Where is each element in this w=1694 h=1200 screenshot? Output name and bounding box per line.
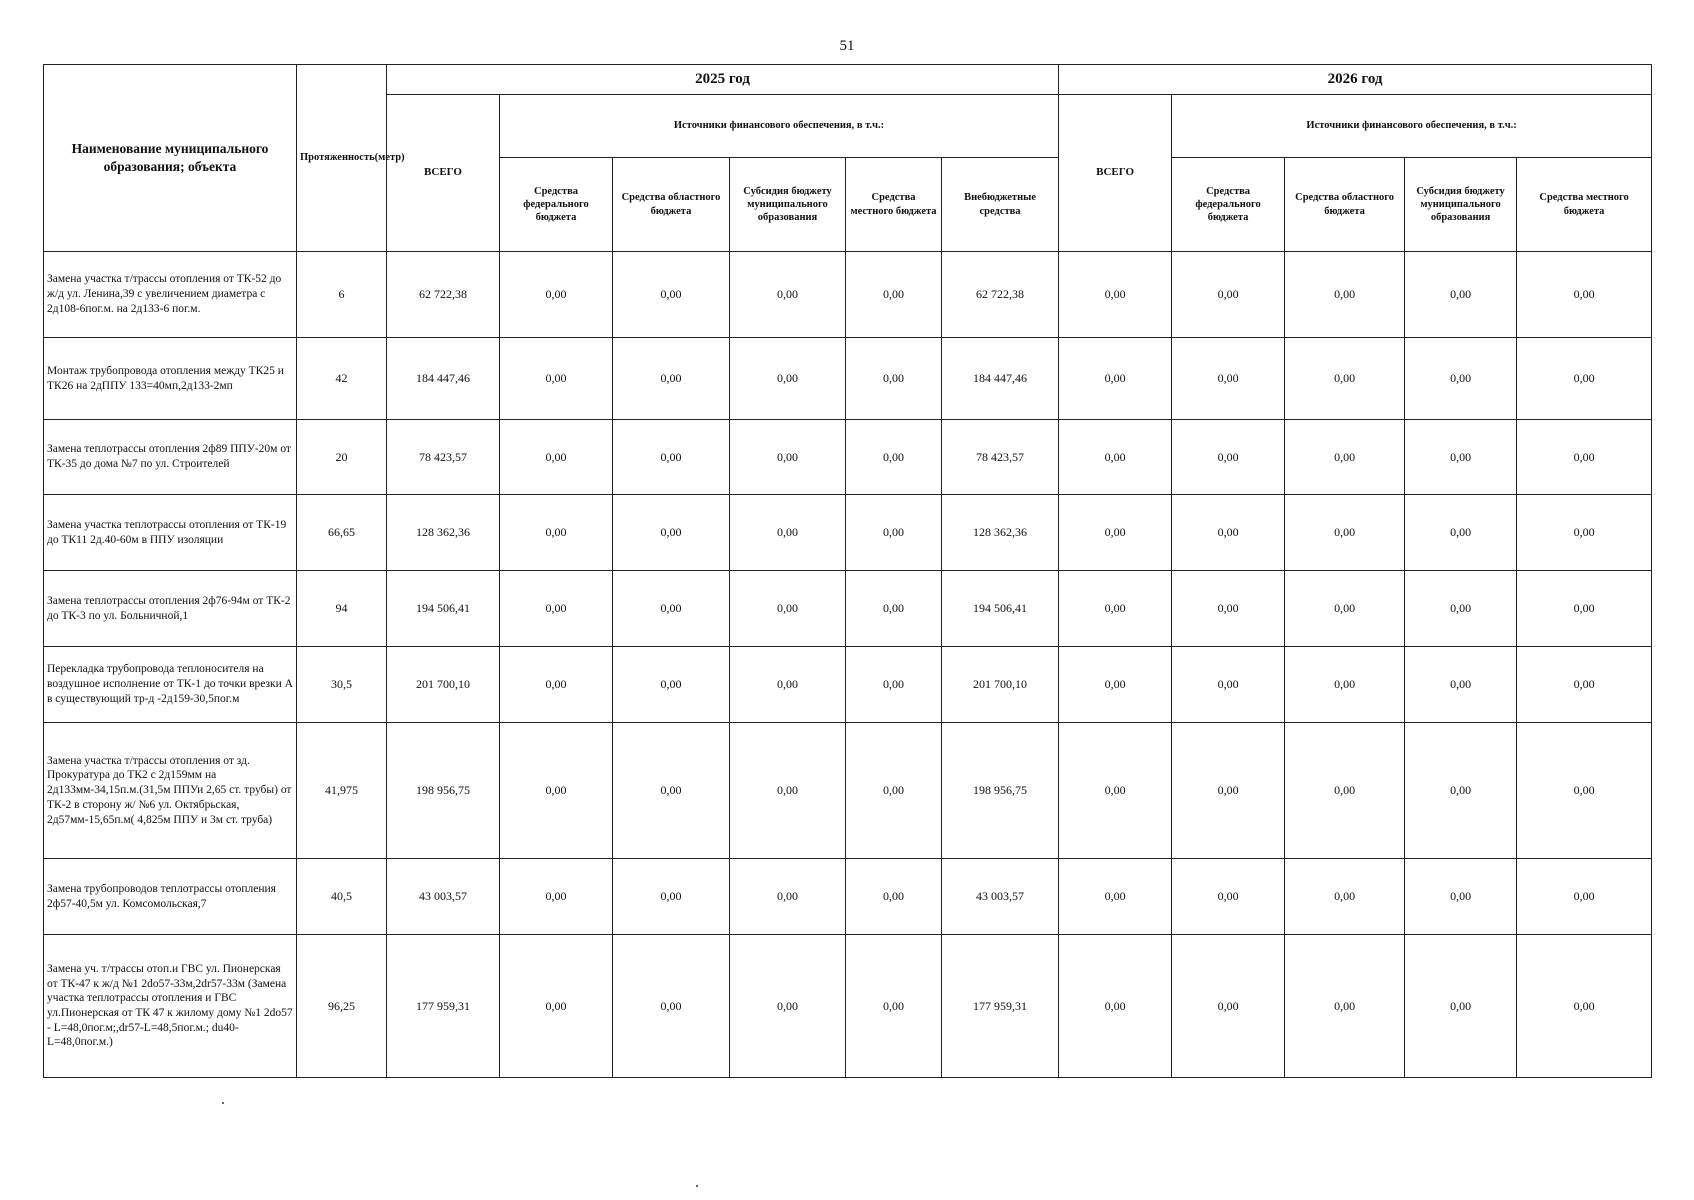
row-subsidy-2026: 0,00	[1405, 571, 1517, 647]
row-local-2026: 0,00	[1517, 859, 1652, 935]
table-row	[44, 935, 1652, 1078]
table-row	[44, 495, 1652, 571]
header-federal-2026: Средства федерального бюджета	[1172, 158, 1285, 252]
row-subsidy-2025: 0,00	[730, 420, 846, 495]
row-length: 30,5	[297, 647, 387, 723]
row-regional-2026: 0,00	[1285, 338, 1405, 420]
row-subsidy-2025: 0,00	[730, 252, 846, 338]
row-federal-2026: 0,00	[1172, 859, 1285, 935]
header-length-column: Протяженность(метр)	[297, 65, 387, 252]
row-federal-2025: 0,00	[500, 859, 613, 935]
row-local-2025: 0,00	[846, 859, 942, 935]
header-federal-2025: Средства федерального бюджета	[500, 158, 613, 252]
table-row	[44, 723, 1652, 859]
table-row	[44, 420, 1652, 495]
header-subsidy-2025: Субсидия бюджету муниципального образования	[730, 158, 846, 252]
row-regional-2025: 0,00	[613, 420, 730, 495]
row-regional-2026: 0,00	[1285, 252, 1405, 338]
row-total-2025: 198 956,75	[387, 723, 500, 859]
row-length: 94	[297, 571, 387, 647]
header-name-column: Наименование муниципального образования; объекта	[44, 65, 297, 252]
header-local-2026: Средства местного бюджета	[1517, 158, 1652, 252]
row-subsidy-2026: 0,00	[1405, 935, 1517, 1078]
row-federal-2026: 0,00	[1172, 647, 1285, 723]
row-object-name: Перекладка трубопровода теплоносителя на воздушное исполнение от ТК-1 до точки врезки А в существующий тр-д -2д159-30,5пог.м	[44, 647, 297, 723]
row-length: 40,5	[297, 859, 387, 935]
row-total-2026: 0,00	[1059, 859, 1172, 935]
row-federal-2025: 0,00	[500, 647, 613, 723]
row-total-2025: 62 722,38	[387, 252, 500, 338]
row-local-2025: 0,00	[846, 495, 942, 571]
row-federal-2026: 0,00	[1172, 935, 1285, 1078]
row-local-2025: 0,00	[846, 571, 942, 647]
header-total-2026: ВСЕГО	[1059, 95, 1172, 252]
row-federal-2026: 0,00	[1172, 252, 1285, 338]
row-regional-2025: 0,00	[613, 338, 730, 420]
row-subsidy-2026: 0,00	[1405, 647, 1517, 723]
row-local-2025: 0,00	[846, 723, 942, 859]
row-length: 20	[297, 420, 387, 495]
row-subsidy-2026: 0,00	[1405, 420, 1517, 495]
row-federal-2025: 0,00	[500, 495, 613, 571]
row-local-2026: 0,00	[1517, 495, 1652, 571]
row-total-2026: 0,00	[1059, 935, 1172, 1078]
row-object-name: Замена теплотрассы отопления 2ф89 ППУ-20м от ТК-35 до дома №7 по ул. Строителей	[44, 420, 297, 495]
row-federal-2026: 0,00	[1172, 495, 1285, 571]
row-federal-2025: 0,00	[500, 338, 613, 420]
row-regional-2025: 0,00	[613, 495, 730, 571]
row-subsidy-2025: 0,00	[730, 571, 846, 647]
row-federal-2025: 0,00	[500, 935, 613, 1078]
header-local-2025: Средства местного бюджета	[846, 158, 942, 252]
row-subsidy-2025: 0,00	[730, 723, 846, 859]
row-object-name: Замена участка теплотрассы отопления от ТК-19 до ТК11 2д.40-60м в ППУ изоляции	[44, 495, 297, 571]
row-offbudget-2025: 194 506,41	[942, 571, 1059, 647]
header-regional-2025: Средства областного бюджета	[613, 158, 730, 252]
row-federal-2026: 0,00	[1172, 571, 1285, 647]
row-subsidy-2026: 0,00	[1405, 495, 1517, 571]
row-local-2025: 0,00	[846, 252, 942, 338]
row-total-2025: 194 506,41	[387, 571, 500, 647]
scan-speck	[222, 1102, 224, 1104]
row-federal-2025: 0,00	[500, 571, 613, 647]
row-subsidy-2025: 0,00	[730, 935, 846, 1078]
row-object-name: Замена участка т/трассы отопления от зд. Прокуратура до ТК2 с 2д159мм на 2д133мм-34,15п.м.(31,5м ППУи 2,65 ст. трубы) от ТК-2 в сторону ж/ №6 ул. Октябрьская, 2д57мм-15,65п.м( 4,825м ППУ и 3м ст. труба)	[44, 723, 297, 859]
row-regional-2026: 0,00	[1285, 647, 1405, 723]
row-subsidy-2026: 0,00	[1405, 338, 1517, 420]
header-subsidy-2026: Субсидия бюджету муниципального образования	[1405, 158, 1517, 252]
row-object-name: Замена теплотрассы отопления 2ф76-94м от ТК-2 до ТК-3 по ул. Больничной,1	[44, 571, 297, 647]
row-length: 6	[297, 252, 387, 338]
table-row	[44, 571, 1652, 647]
row-length: 96,25	[297, 935, 387, 1078]
row-total-2025: 177 959,31	[387, 935, 500, 1078]
row-offbudget-2025: 62 722,38	[942, 252, 1059, 338]
table-row	[44, 647, 1652, 723]
row-total-2026: 0,00	[1059, 723, 1172, 859]
row-local-2025: 0,00	[846, 338, 942, 420]
row-regional-2026: 0,00	[1285, 420, 1405, 495]
row-local-2025: 0,00	[846, 420, 942, 495]
row-total-2025: 184 447,46	[387, 338, 500, 420]
row-local-2026: 0,00	[1517, 252, 1652, 338]
row-regional-2026: 0,00	[1285, 723, 1405, 859]
row-local-2025: 0,00	[846, 647, 942, 723]
row-total-2025: 201 700,10	[387, 647, 500, 723]
row-total-2026: 0,00	[1059, 647, 1172, 723]
row-subsidy-2025: 0,00	[730, 647, 846, 723]
row-offbudget-2025: 78 423,57	[942, 420, 1059, 495]
row-total-2026: 0,00	[1059, 252, 1172, 338]
table-row	[44, 252, 1652, 338]
row-regional-2025: 0,00	[613, 723, 730, 859]
row-total-2026: 0,00	[1059, 420, 1172, 495]
row-object-name: Замена уч. т/трассы отоп.и ГВС ул. Пионерская от ТК-47 к ж/д №1 2do57-33м,2dr57-33м (Замена участка теплотрассы отопления и ГВС ул.Пионерская от ТК 47 к жилому дому №1 2do57 - L=48,0пог.м;,dr57-L=48,5пог.м.; du40-L=48,0пог.м.)	[44, 935, 297, 1078]
row-length: 42	[297, 338, 387, 420]
row-object-name: Замена трубопроводов теплотрассы отопления 2ф57-40,5м ул. Комсомольская,7	[44, 859, 297, 935]
row-offbudget-2025: 198 956,75	[942, 723, 1059, 859]
header-year-2026: 2026 год	[1059, 65, 1652, 95]
row-offbudget-2025: 201 700,10	[942, 647, 1059, 723]
row-length: 66,65	[297, 495, 387, 571]
row-subsidy-2026: 0,00	[1405, 859, 1517, 935]
table-row	[44, 859, 1652, 935]
row-object-name: Монтаж трубопровода отопления между ТК25 и ТК26 на 2дППУ 133=40мп,2д133-2мп	[44, 338, 297, 420]
row-regional-2025: 0,00	[613, 859, 730, 935]
row-subsidy-2025: 0,00	[730, 338, 846, 420]
row-local-2026: 0,00	[1517, 647, 1652, 723]
row-total-2025: 128 362,36	[387, 495, 500, 571]
row-total-2025: 43 003,57	[387, 859, 500, 935]
row-total-2026: 0,00	[1059, 495, 1172, 571]
row-total-2026: 0,00	[1059, 571, 1172, 647]
header-total-2025: ВСЕГО	[387, 95, 500, 252]
header-regional-2026: Средства областного бюджета	[1285, 158, 1405, 252]
row-local-2026: 0,00	[1517, 935, 1652, 1078]
row-subsidy-2025: 0,00	[730, 859, 846, 935]
row-offbudget-2025: 43 003,57	[942, 859, 1059, 935]
row-offbudget-2025: 128 362,36	[942, 495, 1059, 571]
row-regional-2025: 0,00	[613, 647, 730, 723]
row-regional-2026: 0,00	[1285, 495, 1405, 571]
header-offbudget-2025: Внебюджетные средства	[942, 158, 1059, 252]
row-local-2026: 0,00	[1517, 420, 1652, 495]
row-federal-2026: 0,00	[1172, 723, 1285, 859]
row-total-2026: 0,00	[1059, 338, 1172, 420]
row-offbudget-2025: 184 447,46	[942, 338, 1059, 420]
row-federal-2026: 0,00	[1172, 338, 1285, 420]
row-regional-2026: 0,00	[1285, 571, 1405, 647]
header-sources-2026: Источники финансового обеспечения, в т.ч.:	[1172, 95, 1652, 158]
row-subsidy-2025: 0,00	[730, 495, 846, 571]
row-local-2026: 0,00	[1517, 338, 1652, 420]
row-regional-2026: 0,00	[1285, 859, 1405, 935]
row-local-2026: 0,00	[1517, 723, 1652, 859]
row-federal-2025: 0,00	[500, 252, 613, 338]
row-offbudget-2025: 177 959,31	[942, 935, 1059, 1078]
header-sources-2025: Источники финансового обеспечения, в т.ч.:	[500, 95, 1059, 158]
row-length: 41,975	[297, 723, 387, 859]
row-federal-2026: 0,00	[1172, 420, 1285, 495]
row-local-2025: 0,00	[846, 935, 942, 1078]
row-regional-2026: 0,00	[1285, 935, 1405, 1078]
row-subsidy-2026: 0,00	[1405, 252, 1517, 338]
row-federal-2025: 0,00	[500, 420, 613, 495]
row-federal-2025: 0,00	[500, 723, 613, 859]
row-regional-2025: 0,00	[613, 252, 730, 338]
page-number: 51	[839, 38, 855, 54]
row-subsidy-2026: 0,00	[1405, 723, 1517, 859]
budget-table	[43, 64, 1652, 1078]
row-regional-2025: 0,00	[613, 935, 730, 1078]
header-year-2025: 2025 год	[387, 65, 1059, 95]
row-object-name: Замена участка т/трассы отопления от ТК-52 до ж/д ул. Ленина,39 с увеличением диаметра с 2д108-6пог.м. на 2д133-6 пог.м.	[44, 252, 297, 338]
table-row	[44, 338, 1652, 420]
row-total-2025: 78 423,57	[387, 420, 500, 495]
scan-speck	[696, 1185, 698, 1187]
row-local-2026: 0,00	[1517, 571, 1652, 647]
row-regional-2025: 0,00	[613, 571, 730, 647]
